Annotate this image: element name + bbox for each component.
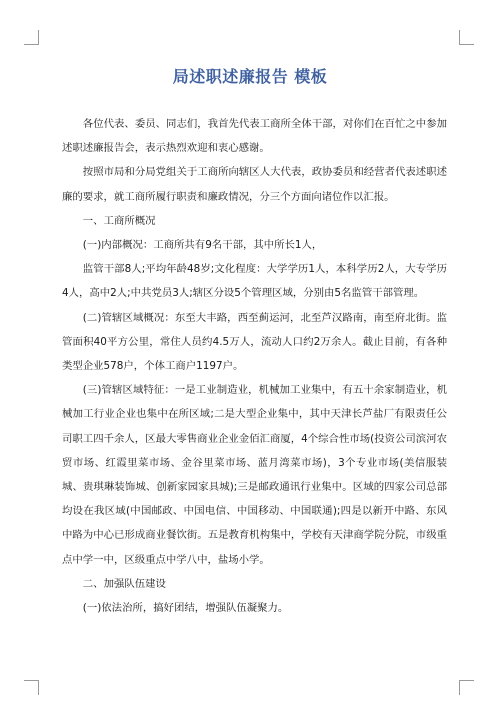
paragraph-jurisdiction-features: (三)管辖区域特征：一是工业制造业，机械加工业集中，有五十余家制造业，机械加工行业企业也集中在所区域;二是大型企业集中，其中天津长芦盐厂有限责任公司职工四千余人，区最大零售商业企业金佰汇商厦，4个综合性市场(投资公司滨河农贸市场、红霞里菜市场、金谷里菜市场、蓝月湾菜市场)，3个专业市场(美信服装城、贵琪琳装饰城、创新家园家具城);三是邮政通讯行业集中。区域的四家公司总部均设在我区域(中国邮政、中国电信、中国移动、中国联通);四是以新开中路、东风中路为中心已形成商业餐饮街。五是教育机构集中，学校有天津商学院分院，市级重点中学一中，区级重点中学八中，盐场小学。: [62, 384, 447, 566]
crop-mark-top-right: [459, 30, 474, 45]
crop-mark-bottom-left: [24, 680, 39, 695]
paragraph-rule-of-law: (一)依法治所，搞好团结，增强队伍凝聚力。: [82, 602, 289, 615]
section-heading-team-building: 二、加强队伍建设: [82, 577, 166, 590]
paragraph-internal-overview: (一)内部概况：工商所共有9名干部，其中所长1人，: [82, 239, 323, 252]
paragraph-greeting: 各位代表、委员、同志们，我首先代表工商所全体干部，对你们在百忙之中参加述职述廉报告会，表示热烈欢迎和衷心感谢。: [62, 118, 447, 155]
crop-mark-bottom-right: [459, 680, 474, 695]
crop-mark-top-left: [24, 30, 39, 45]
document-title: 局述职述廉报告 模板: [172, 67, 328, 86]
paragraph-staff-details: 监管干部8人;平均年龄48岁;文化程度：大学学历1人，本科学历2人，大专学历4人，高中2人;中共党员3人;辖区分设5个管理区域，分别由5名监管干部管理。: [62, 263, 447, 300]
paragraph-intro: 按照市局和分局党组关于工商所向辖区人大代表，政协委员和经营者代表述职述廉的要求，就工商所履行职责和廉政情况，分三个方面向诸位作以汇报。: [62, 166, 447, 203]
section-heading-overview: 一、工商所概况: [82, 214, 156, 227]
document-body: [62, 112, 447, 620]
paragraph-jurisdiction-overview: (二)管辖区域概况：东至大丰路，西至蓟运河，北至芦汉路南，南至府北街。监管面积40平方公里，常住人员约4.5万人，流动人口约2万余人。截止目前，有各种类型企业578户，个体工商户1197户。: [62, 311, 447, 373]
